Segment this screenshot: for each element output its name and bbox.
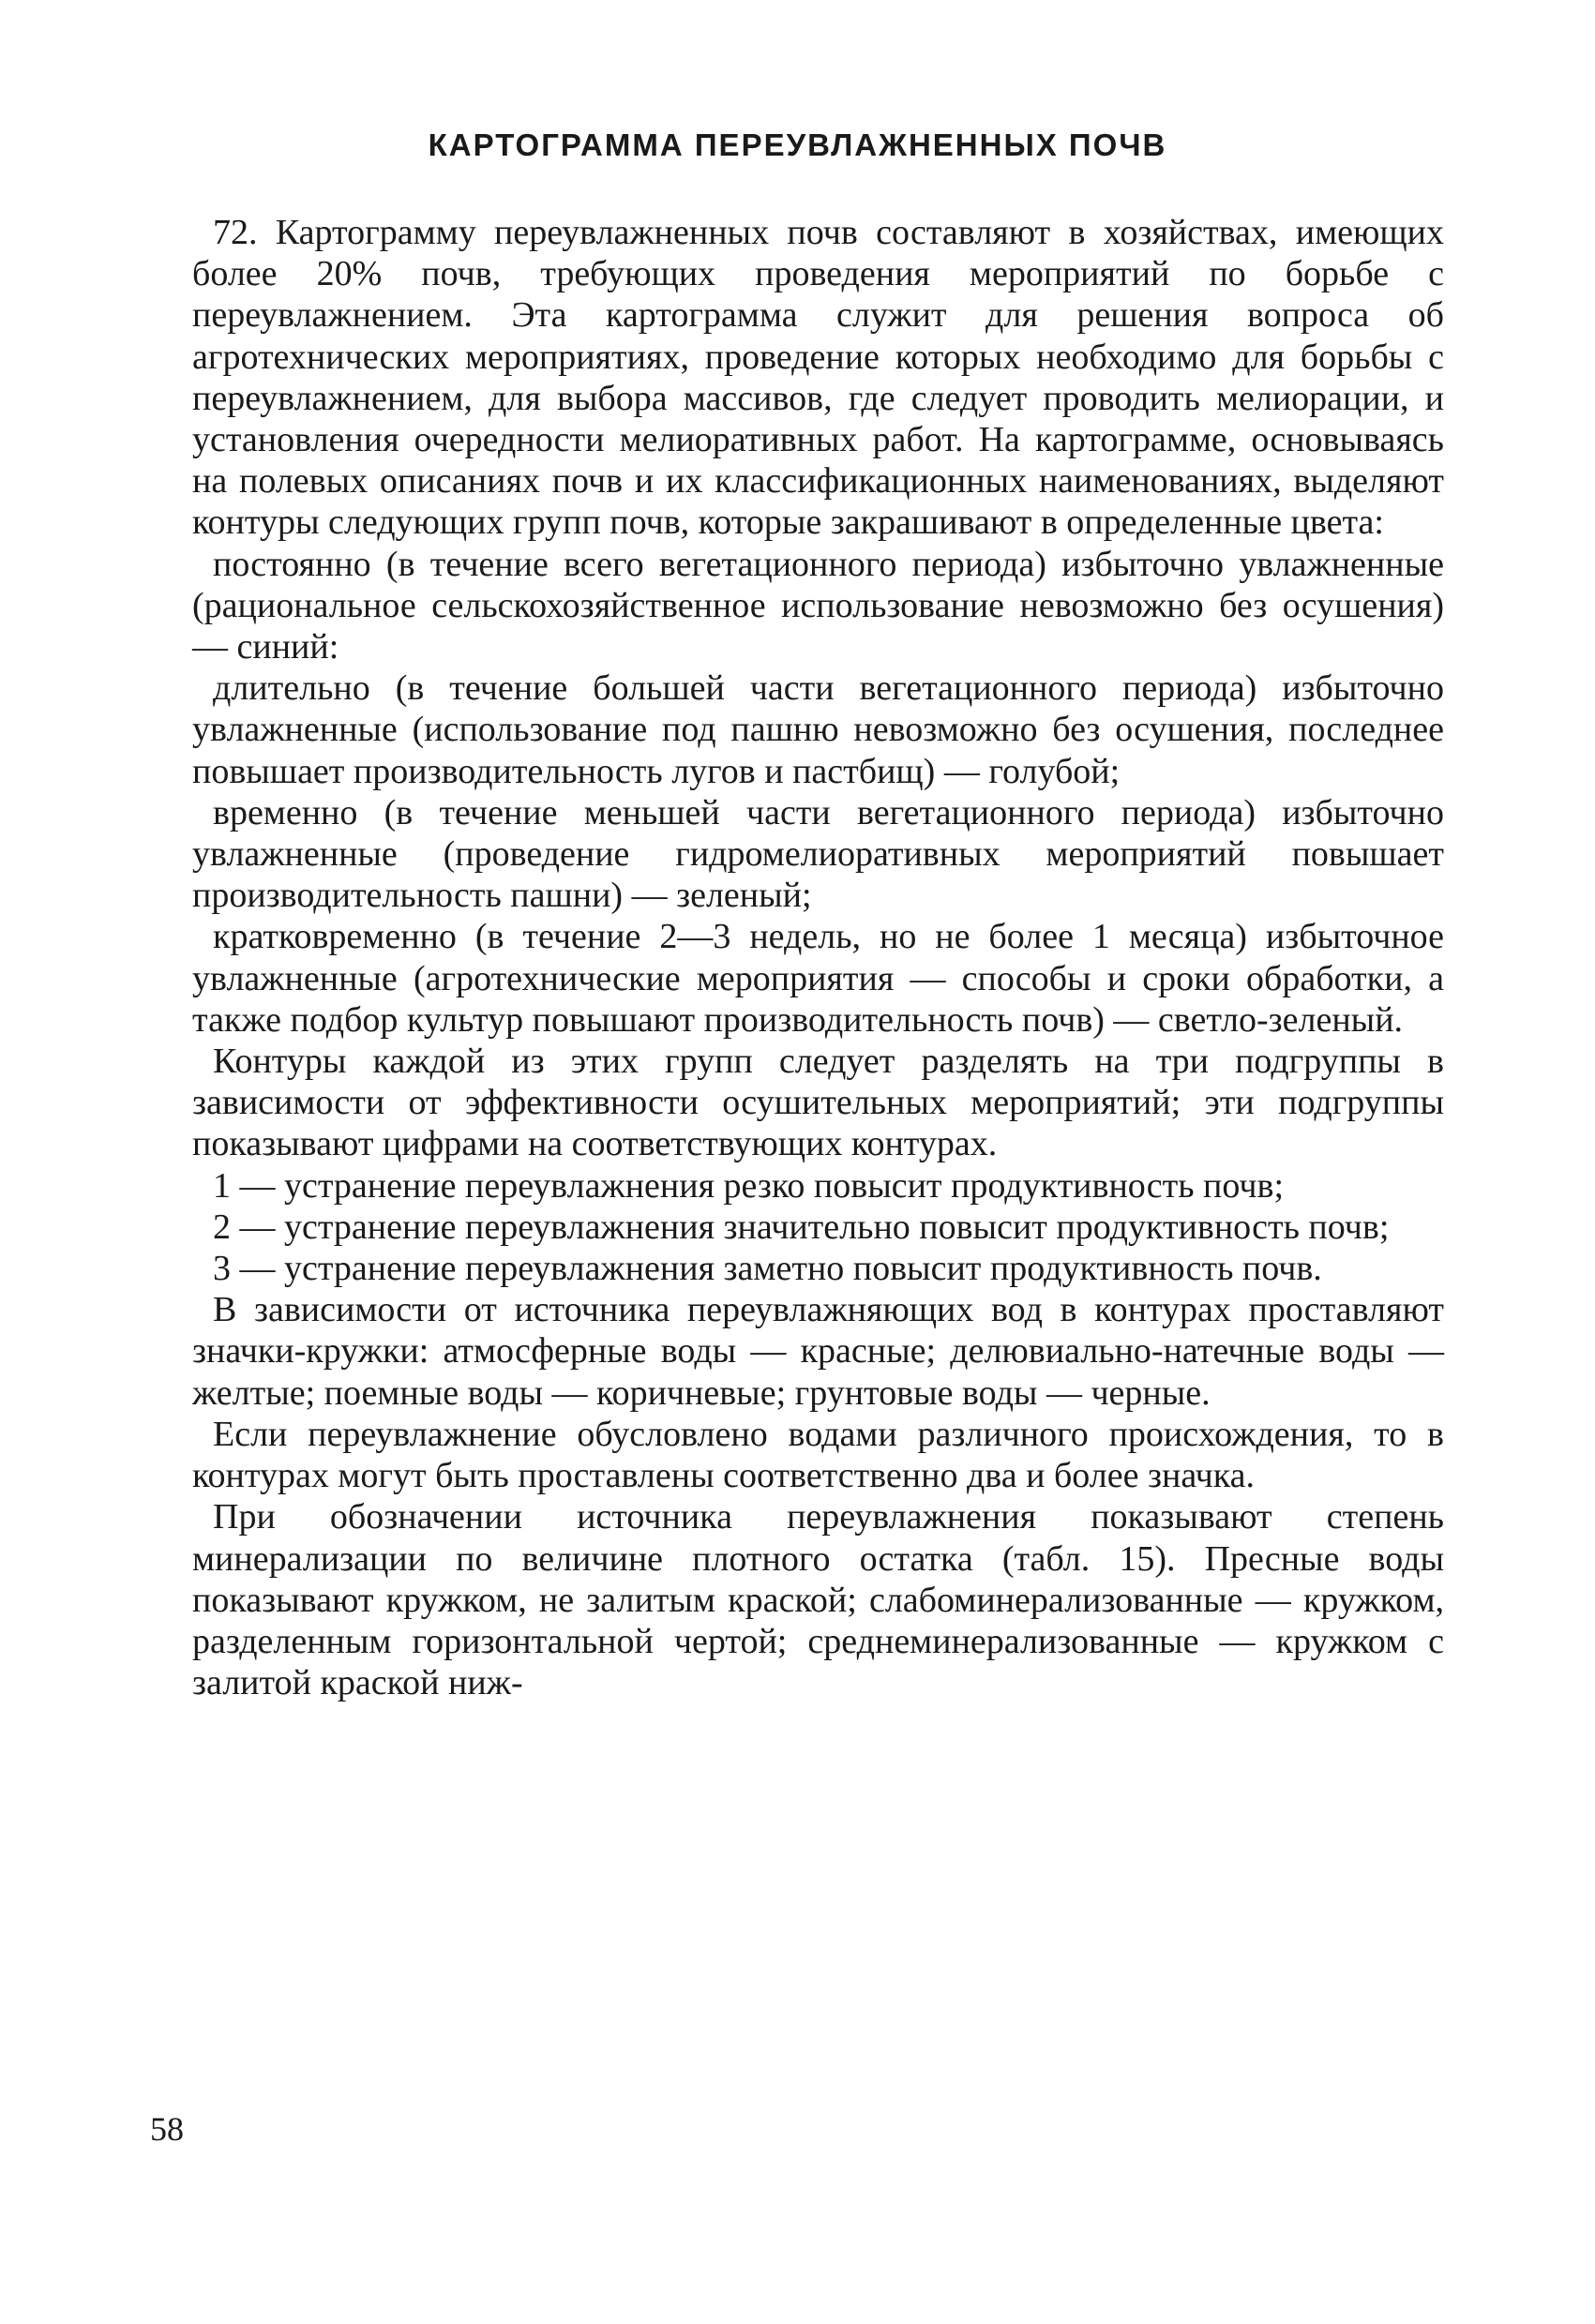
paragraph: [192, 1414, 1444, 1496]
paragraph-text: В зависимости от источника переувлажняющих вод в контурах проставляют значки-кружки: атмосферные воды — красные; делювиально-натечные воды — желтые; поемные воды — коричневые; грунтовые воды — черные.: [192, 1290, 1444, 1413]
paragraph-text: длительно (в течение большей части вегетационного периода) избыточно увлажненные (использование под пашню невозможно без осушения, последнее повышает производительность лугов и пастбищ) — голубой;: [192, 668, 1444, 791]
paragraph-text: 2 — устранение переувлажнения значительно повысит продуктивность почв;: [213, 1207, 1390, 1247]
paragraph: [192, 1165, 1444, 1207]
paragraph-text: Если переувлажнение обусловлено водами различного происхождения, то в контурах могут быть проставлены соответственно два и более значка.: [192, 1414, 1444, 1496]
paragraph-text: 3 — устранение переувлажнения заметно повысит продуктивность почв.: [213, 1249, 1322, 1289]
paragraph-text: Контуры каждой из этих групп следует разделять на три подгруппы в зависимости от эффективности осушительных мероприятий; эти подгруппы показывают цифрами на соответствующих контурах.: [192, 1042, 1444, 1164]
paragraph-text: При обозначении источника переувлажнения показывают степень минерализации по величине плотного остатка (табл. 15). Пресные воды показывают кружком, не залитым краской; слабоминерализованные — кружком, разделенным горизонтальной чертой; среднеминерализованные — кружком с залитой краской ниж-: [192, 1497, 1444, 1703]
page-number: 58: [150, 2110, 184, 2148]
paragraph-text: 72. Картограмму переувлажненных почв составляют в хозяйствах, имеющих более 20% почв, требующих проведения мероприятий по борьбе с переувлажнением. Эта картограмма служит для решения вопроса об агротехнических мероприятиях, проведение которых необходимо для борьбы с переувлажнением, для выбора массивов, где следует проводить мелиорации, и установления очередности мелиоративных работ. На картограмме, основываясь на полевых описаниях почв и их классификационных наименованиях, выделяют контуры следующих групп почв, которые закрашивают в определенные цвета:: [192, 213, 1444, 543]
paragraph: [192, 792, 1444, 917]
paragraph-text: кратковременно (в течение 2—3 недель, но не более 1 месяца) избыточное увлажненные (агротехнические мероприятия — способы и сроки обработки, а также подбор культур повышают производительность почв) — светло-зеленый.: [192, 917, 1444, 1040]
paragraph: [192, 916, 1444, 1041]
paragraph: [192, 212, 1444, 544]
paragraph: [192, 1496, 1444, 1703]
paragraph: [192, 667, 1444, 792]
paragraph: [192, 1289, 1444, 1414]
paragraph: [192, 1248, 1444, 1289]
paragraph-text: временно (в течение меньшей части вегетационного периода) избыточно увлажненные (проведение гидромелиоративных мероприятий повышает производительность пашни) — зеленый;: [192, 792, 1444, 916]
paragraph-text: постоянно (в течение всего вегетационного периода) избыточно увлажненные (рациональное сельскохозяйственное использование невозможно без осушения) — синий:: [192, 544, 1444, 667]
paragraph-text: 1 — устранение переувлажнения резко повысит продуктивность почв;: [213, 1165, 1285, 1206]
body-text: [192, 212, 1444, 1703]
paragraph: [192, 1207, 1444, 1248]
paragraph: [192, 1041, 1444, 1165]
paragraph: [192, 544, 1444, 668]
page-heading: КАРТОГРАММА ПЕРЕУВЛАЖНЕННЫХ ПОЧВ: [428, 127, 1167, 162]
